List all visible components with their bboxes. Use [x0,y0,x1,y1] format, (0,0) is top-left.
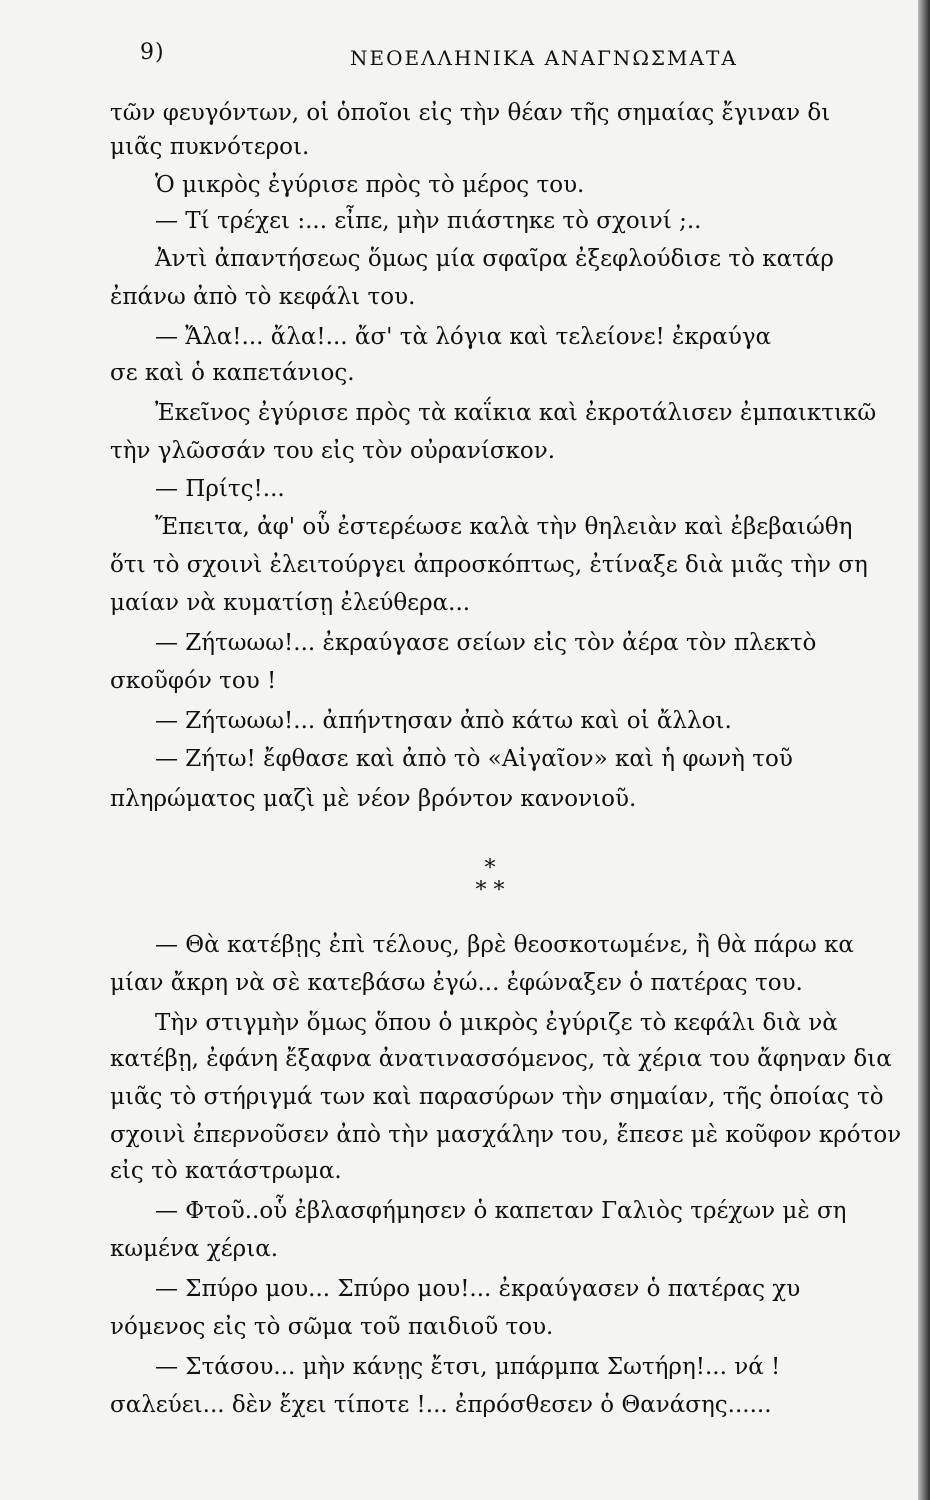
text-line: — Θὰ κατέβῃς ἐπὶ τέλους, βρὲ θεοσκοτωμένε, ἢ θὰ πάρω κα [155,932,854,958]
asterisk-bottom: * * [475,878,505,903]
text-line: σκοῦφόν του ! [110,668,277,694]
text-line: τῶν φευγόντων, οἱ ὁποῖοι εἰς τὴν θέαν τῆς σημαίας ἔγιναν δι [110,100,831,126]
text-line: ἐπάνω ἀπὸ τὸ κεφάλι του. [110,284,416,310]
text-line: ὅτι τὸ σχοινὶ ἐλειτούργει ἀπροσκόπτως, ἐτίναξε διὰ μιᾶς τὴν ση [110,552,868,578]
text-line: σχοινὶ ἐπερνοῦσεν ἀπὸ τὴν μασχάλην του, ἔπεσε μὲ κοῦφον κρότον [110,1122,902,1148]
text-line: νόμενος εἰς τὸ σῶμα τοῦ παιδιοῦ του. [110,1314,554,1340]
text-line: Ἔπειτα, ἀφ' οὗ ἐστερέωσε καλὰ τὴν θηλειὰν καὶ ἐβεβαιώθη [155,514,853,540]
text-line: Ὁ μικρὸς ἐγύρισε πρὸς τὸ μέρος του. [155,172,585,198]
text-line: Ἐκεῖνος ἐγύρισε πρὸς τὰ καΐκια καὶ ἐκροτάλισεν ἐμπαικτικῶ [155,400,877,426]
running-title: ΝΕΟΕΛΛΗΝΙΚΑ ΑΝΑΓΝΩΣΜΑΤΑ [350,46,738,70]
text-line: τὴν γλῶσσάν του εἰς τὸν οὐρανίσκον. [110,438,556,464]
text-line: — Ζήτωωω!... ἀπήντησαν ἀπὸ κάτω καὶ οἱ ἄλλοι. [155,708,732,734]
text-line: — Στάσου... μὴν κάνῃς ἔτσι, μπάρμπα Σωτήρη!... νά ! [155,1354,781,1380]
text-line: — Σπύρο μου... Σπύρο μου!... ἐκραύγασεν ὁ πατέρας χυ [155,1276,801,1302]
page-edge-shadow [918,0,930,1500]
text-line: μιᾶς πυκνότεροι. [110,134,310,160]
text-line: κατέβῃ, ἐφάνη ἔξαφνα ἀνατινασσόμενος, τὰ χέρια του ἄφηναν δια [110,1046,892,1072]
text-line: μίαν ἄκρη νὰ σὲ κατεβάσω ἐγώ... ἐφώναξεν ὁ πατέρας του. [110,970,803,996]
text-line: Ἀντὶ ἀπαντήσεως ὅμως μία σφαῖρα ἐξεφλούδισε τὸ κατάρ [155,246,834,272]
asterisk-top: * [484,856,496,881]
text-line: πληρώματος μαζὶ μὲ νέον βρόντον κανονιοῦ. [110,786,637,812]
text-line: — Φτοῦ..οὗ ἐβλασφήμησεν ὁ καπεταν Γαλιὸς τρέχων μὲ ση [155,1198,847,1224]
text-line: εἰς τὸ κατάστρωμα. [110,1158,342,1184]
text-line: σε καὶ ὁ καπετάνιος. [110,360,355,386]
text-line: μιᾶς τὸ στήριγμά των καὶ παρασύρων τὴν σημαίαν, τῆς ὁποίας τὸ [110,1084,884,1110]
text-line: — Ζήτω! ἔφθασε καὶ ἀπὸ τὸ «Αἰγαῖον» καὶ ἡ φωνὴ τοῦ [155,746,793,772]
text-line: — Τί τρέχει :... εἶπε, μὴν πιάστηκε τὸ σχοινί ;.. [155,208,702,234]
text-line: — Πρίτς!... [155,476,285,502]
text-line: κωμένα χέρια. [110,1236,279,1262]
section-break-asterisks [470,858,510,902]
text-line: Τὴν στιγμὴν ὅμως ὅπου ὁ μικρὸς ἐγύριζε τὸ κεφάλι διὰ νὰ [155,1010,838,1036]
text-line: — Ζήτωωω!... ἐκραύγασε σείων εἰς τὸν ἀέρα τὸν πλεκτὸ [155,630,817,656]
page-header [0,40,930,84]
text-line: μαίαν νὰ κυματίσῃ ἐλεύθερα... [110,590,471,616]
text-line: σαλεύει... δὲν ἔχει τίποτε !... ἐπρόσθεσεν ὁ Θανάσης...... [110,1392,772,1418]
page-number: 9) [140,40,165,65]
text-line: — Ἄλα!... ἄλα!... ἄσ' τὰ λόγια καὶ τελείονε! ἐκραύγα [155,324,772,350]
